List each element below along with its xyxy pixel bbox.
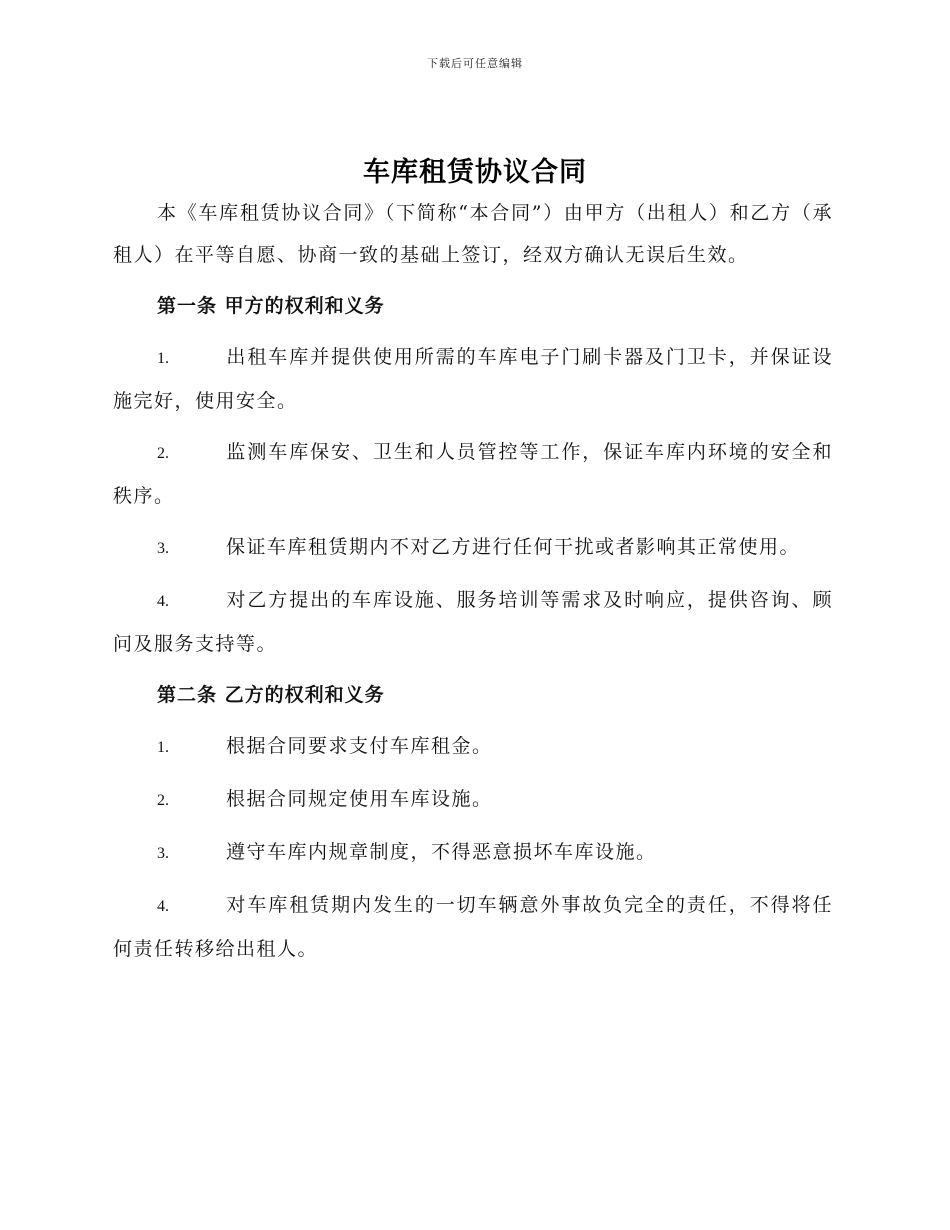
list-item xyxy=(113,778,833,822)
article-heading: 第一条 甲方的权利和义务 xyxy=(157,295,385,317)
item-text: 监测车库保安、卫生和人员管控等工作，保证车库内环境的安全和秩序。 xyxy=(113,441,833,507)
item-text: 保证车库租赁期内不对乙方进行任何干扰或者影响其正常使用。 xyxy=(226,536,801,558)
list-item xyxy=(113,884,833,970)
article-1 xyxy=(113,285,833,665)
item-number: 1. xyxy=(157,739,169,756)
item-text: 遵守车库内规章制度，不得恶意损坏车库设施。 xyxy=(226,841,657,863)
item-number: 2. xyxy=(157,445,169,462)
item-number: 4. xyxy=(157,898,169,915)
article-heading: 第二条 乙方的权利和义务 xyxy=(157,684,385,706)
list-item xyxy=(113,831,833,875)
item-number: 4. xyxy=(157,593,169,610)
list-item xyxy=(113,431,833,517)
item-number: 3. xyxy=(157,845,169,862)
list-item xyxy=(113,579,833,665)
item-text: 出租车库并提供使用所需的车库电子门刷卡器及门卫卡，并保证设施完好，使用安全。 xyxy=(113,346,833,412)
document-title: 车库租赁协议合同 xyxy=(363,157,587,188)
list-item xyxy=(113,526,833,570)
item-number: 1. xyxy=(157,350,169,367)
intro-paragraph: 本《车库租赁协议合同》（下简称“本合同”）由甲方（出租人）和乙方（承租人）在平等自愿、协商一致的基础上签订，经双方确认无误后生效。 xyxy=(113,202,833,266)
item-text: 对乙方提出的车库设施、服务培训等需求及时响应，提供咨询、顾问及服务支持等。 xyxy=(113,589,833,655)
item-number: 2. xyxy=(157,792,169,809)
article-2 xyxy=(113,674,833,970)
item-text: 对车库租赁期内发生的一切车辆意外事故负完全的责任，不得将任何责任转移给出租人。 xyxy=(113,894,833,960)
item-text: 根据合同要求支付车库租金。 xyxy=(226,735,493,757)
list-item xyxy=(113,725,833,769)
document-body xyxy=(113,192,833,979)
item-text: 根据合同规定使用车库设施。 xyxy=(226,788,493,810)
item-number: 3. xyxy=(157,540,169,557)
list-item xyxy=(113,336,833,422)
header-note: 下载后可任意编辑 xyxy=(427,57,523,70)
